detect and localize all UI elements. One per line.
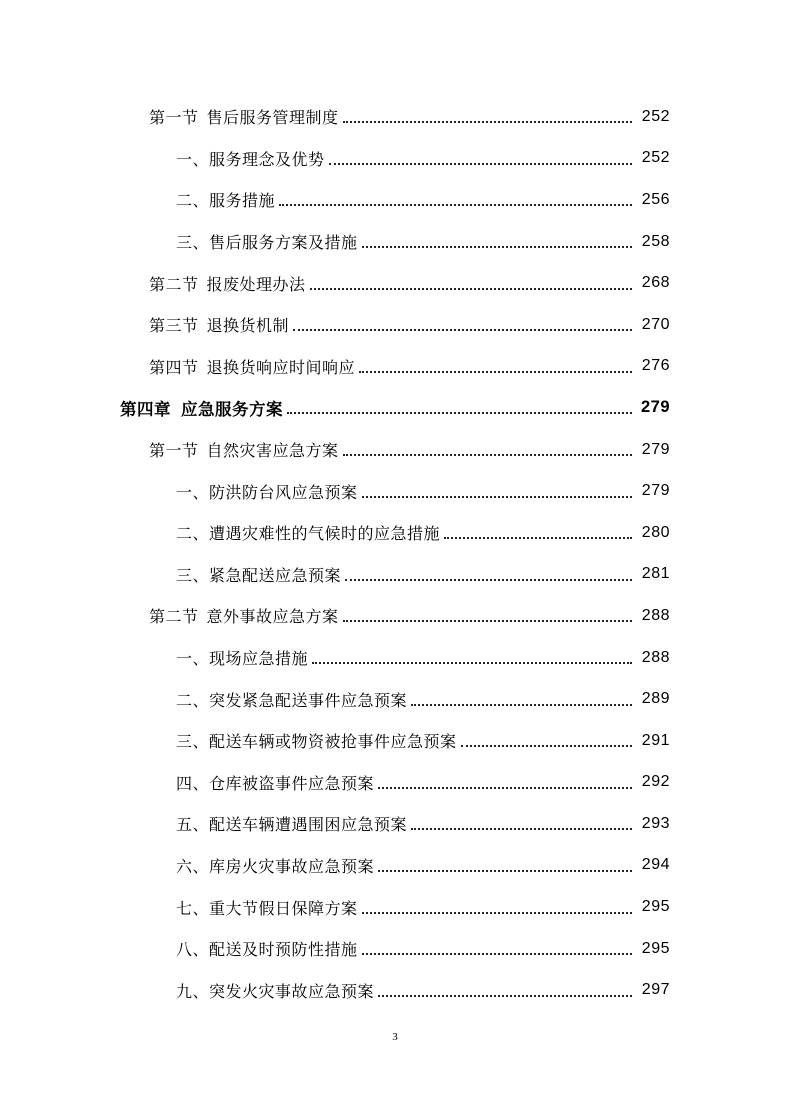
toc-entry-number: 一、 (176, 482, 210, 502)
dot-leader (343, 619, 632, 622)
toc-entry-page: 281 (641, 565, 670, 583)
dot-leader (378, 786, 632, 789)
dot-leader (359, 370, 632, 373)
toc-entry-page: 295 (641, 939, 670, 957)
toc-entry-number: 三、 (176, 732, 210, 752)
toc-entry-number: 第四节 (149, 357, 199, 377)
toc-entry[interactable] (0, 720, 790, 762)
toc-entry-number: 五、 (176, 815, 210, 835)
toc-entry[interactable] (0, 845, 790, 887)
dot-leader (329, 162, 632, 165)
toc-entry-title: 意外事故应急方案 (206, 607, 339, 627)
toc-entry-title: 报废处理办法 (206, 274, 306, 294)
toc-entry-page: 252 (641, 149, 670, 167)
toc-entry-title: 防洪防台风应急预案 (209, 482, 358, 502)
toc-entry[interactable] (0, 928, 790, 970)
toc-entry-page: 256 (641, 190, 670, 208)
toc-entry-title: 退换货机制 (206, 316, 290, 336)
toc-entry-title: 退换货响应时间响应 (206, 357, 356, 377)
toc-entry-title: 现场应急措施 (209, 649, 309, 669)
toc-entry-title: 配送及时预防性措施 (209, 940, 358, 960)
toc-chapter-entry[interactable] (0, 387, 790, 429)
dot-leader (312, 661, 632, 664)
toc-entry[interactable] (0, 886, 790, 928)
toc-entry[interactable] (0, 512, 790, 554)
toc-entry[interactable] (0, 803, 790, 845)
toc-entry[interactable] (0, 429, 790, 471)
toc-entry-page: 288 (641, 606, 670, 624)
toc-entry-title: 突发火灾事故应急预案 (209, 981, 375, 1001)
toc-entry[interactable] (0, 346, 790, 388)
toc-entry-title: 仓库被盗事件应急预案 (209, 773, 375, 793)
dot-leader (279, 203, 632, 206)
toc-entry-number: 第二节 (149, 607, 199, 627)
page-number: 3 (392, 1031, 398, 1043)
toc-entry-title: 自然灾害应急方案 (206, 441, 339, 461)
toc-entry-page: 268 (641, 274, 670, 292)
toc-entry-number: 二、 (176, 191, 210, 211)
toc-entry-number: 九、 (176, 981, 210, 1001)
dot-leader (293, 328, 632, 331)
dot-leader (378, 994, 632, 997)
toc-entry-number: 一、 (176, 649, 210, 669)
dot-leader (310, 287, 632, 290)
toc-entry-title: 库房火灾事故应急预案 (209, 856, 375, 876)
toc-entry-title: 服务措施 (209, 191, 276, 211)
dot-leader (444, 536, 632, 539)
toc-entry-number: 二、 (176, 524, 210, 544)
toc-entry[interactable] (0, 179, 790, 221)
toc-entry-page: 291 (641, 731, 670, 749)
toc-entry-page: 252 (641, 107, 670, 125)
toc-entry[interactable] (0, 637, 790, 679)
toc-entry-page: 293 (641, 814, 670, 832)
toc-entry-page: 279 (640, 398, 670, 417)
toc-entry-number: 二、 (176, 690, 210, 710)
toc-entry-title: 售后服务方案及措施 (209, 233, 358, 253)
toc-entry-title: 应急服务方案 (181, 399, 283, 419)
dot-leader (362, 911, 632, 914)
toc-entry[interactable] (0, 554, 790, 596)
toc-entry[interactable] (0, 595, 790, 637)
toc-entry-page: 258 (641, 232, 670, 250)
toc-entry-page: 279 (641, 482, 670, 500)
toc-entry-number: 四、 (176, 773, 210, 793)
toc-entry[interactable] (0, 262, 790, 304)
toc-entry-title: 重大节假日保障方案 (209, 898, 358, 918)
dot-leader (362, 245, 632, 248)
toc-entry-number: 七、 (176, 898, 210, 918)
dot-leader (378, 869, 632, 872)
toc-entry[interactable] (0, 221, 790, 263)
toc-entry-title: 服务理念及优势 (209, 149, 325, 169)
toc-entry-page: 297 (641, 981, 670, 999)
toc-entry-page: 279 (641, 440, 670, 458)
toc-entry-title: 售后服务管理制度 (206, 108, 339, 128)
toc-entry-page: 295 (641, 898, 670, 916)
toc-entry-page: 289 (641, 690, 670, 708)
toc-entry-number: 六、 (176, 856, 210, 876)
toc-entry-title: 突发紧急配送事件应急预案 (209, 690, 408, 710)
dot-leader (461, 744, 632, 747)
dot-leader (343, 120, 632, 123)
toc-entry[interactable] (0, 304, 790, 346)
toc-entry-number: 八、 (176, 940, 210, 960)
toc-entry-number: 第二节 (149, 274, 199, 294)
toc-entry-page: 280 (641, 523, 670, 541)
dot-leader (345, 578, 632, 581)
toc-entry-title: 遭遇灾难性的气候时的应急措施 (209, 524, 441, 544)
toc-entry-page: 270 (641, 315, 670, 333)
toc-entry[interactable] (0, 678, 790, 720)
toc-entry-number: 第三节 (149, 316, 199, 336)
toc-entry-title: 配送车辆或物资被抢事件应急预案 (209, 732, 457, 752)
dot-leader (411, 703, 632, 706)
toc-entry-page: 288 (641, 648, 670, 666)
toc-entry[interactable] (0, 96, 790, 138)
toc-entry-number: 三、 (176, 233, 210, 253)
dot-leader (343, 453, 632, 456)
toc-entry-page: 294 (641, 856, 670, 874)
toc-entry-number: 第一节 (149, 108, 199, 128)
dot-leader (411, 827, 632, 830)
dot-leader (362, 495, 632, 498)
toc-entry-page: 292 (641, 773, 670, 791)
toc-entry-number: 三、 (176, 565, 210, 585)
toc-entry-title: 配送车辆遭遇围困应急预案 (209, 815, 408, 835)
toc-entry-number: 第一节 (149, 441, 199, 461)
toc-entry-title: 紧急配送应急预案 (209, 565, 342, 585)
toc-entry-number: 第四章 (120, 399, 171, 419)
toc-entry-page: 276 (641, 357, 670, 375)
toc-entry-number: 一、 (176, 149, 210, 169)
dot-leader (362, 952, 632, 955)
toc-entry[interactable] (0, 138, 790, 180)
toc-entry[interactable] (0, 762, 790, 804)
toc-entry[interactable] (0, 969, 790, 1011)
dot-leader (287, 411, 632, 414)
toc-entry[interactable] (0, 470, 790, 512)
table-of-contents (0, 96, 790, 1011)
